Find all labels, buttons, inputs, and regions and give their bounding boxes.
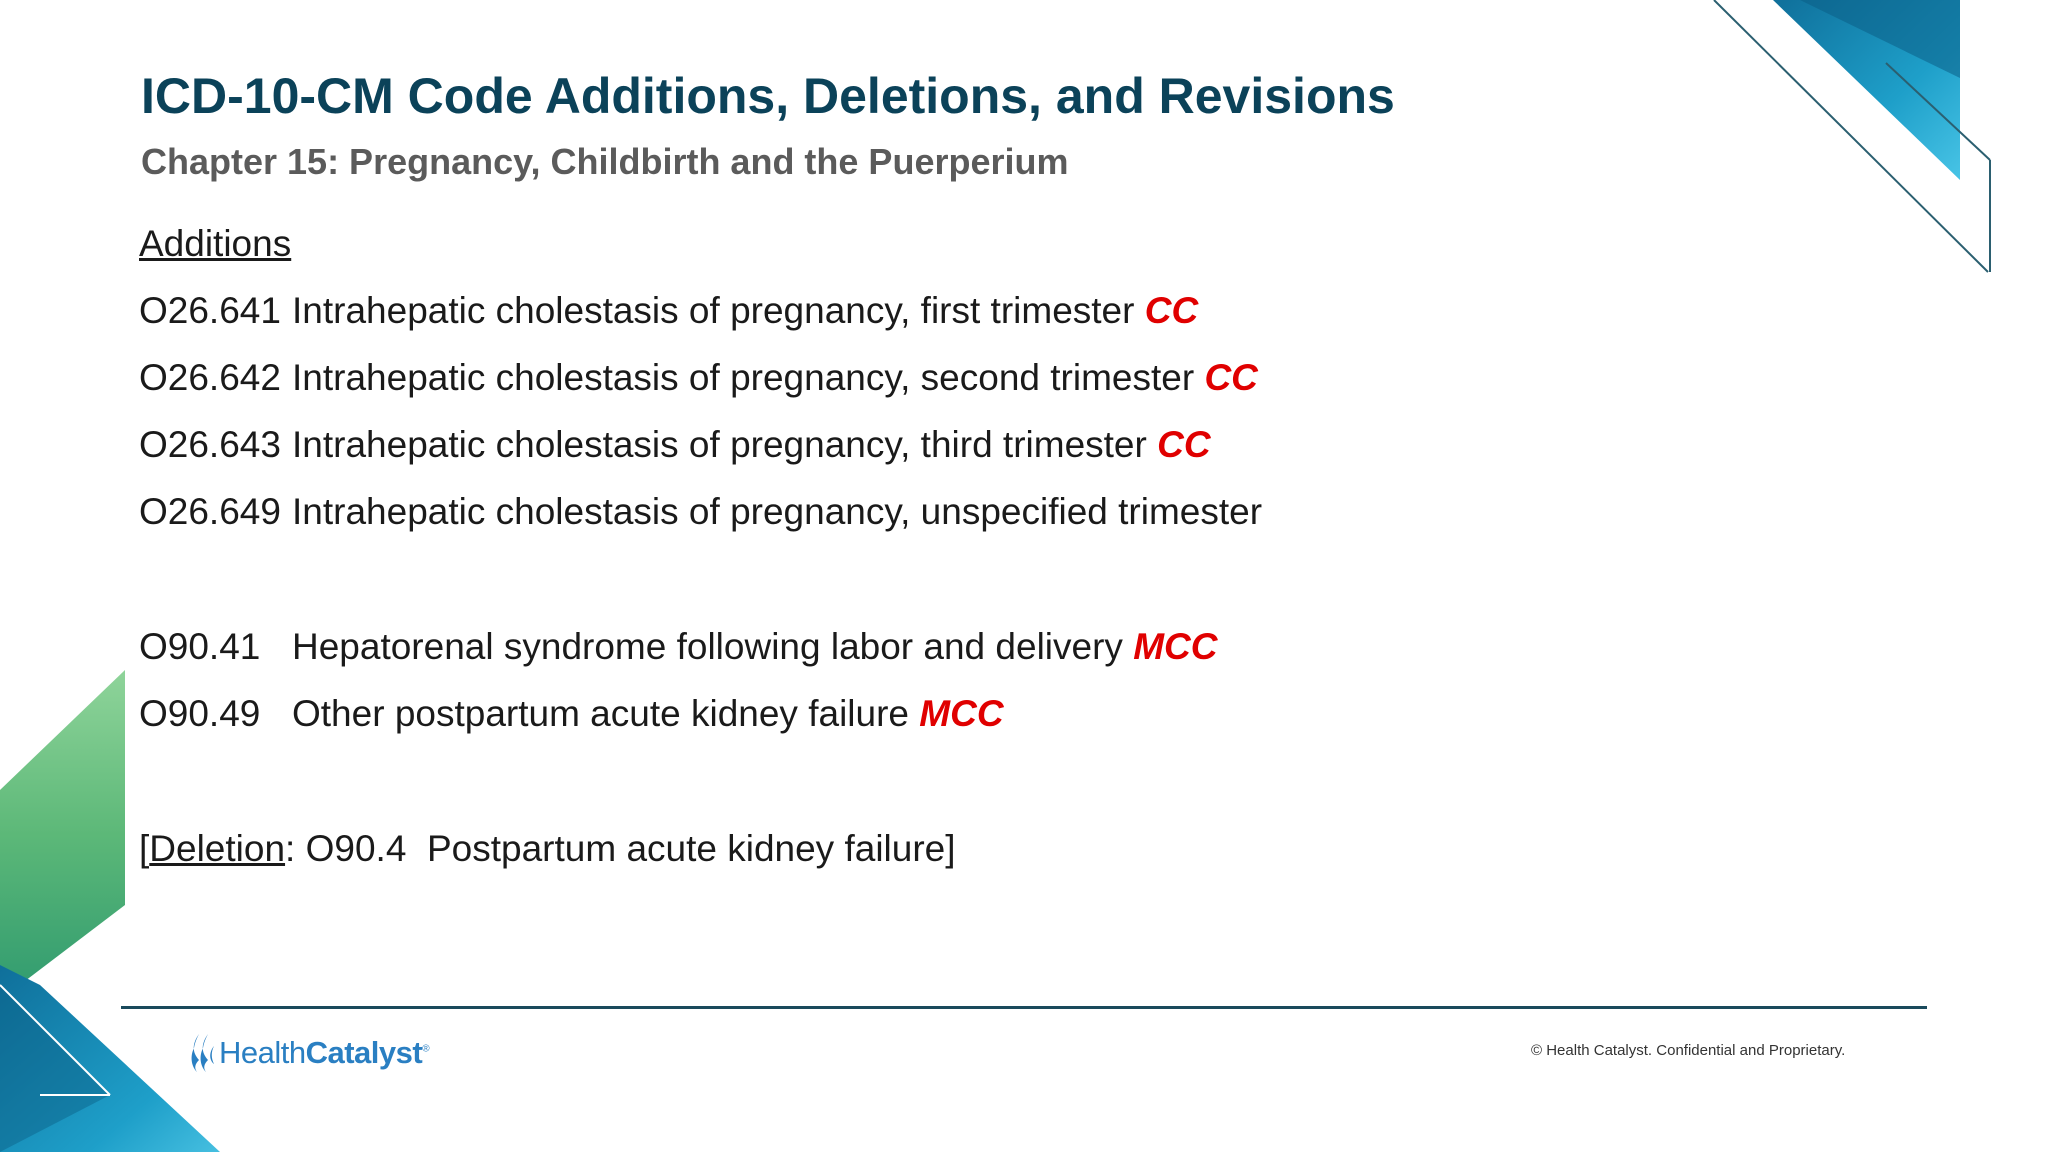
open-bracket: [ xyxy=(139,828,150,869)
code-number: O90.41 xyxy=(139,626,261,667)
deletion-description: Postpartum acute kidney failure xyxy=(426,828,946,869)
deletion-separator: : xyxy=(285,828,296,869)
mcc-flag: MCC xyxy=(919,693,1004,734)
code-line xyxy=(139,287,1198,335)
code-description: Intrahepatic cholestasis of pregnancy, first trimester xyxy=(292,290,1135,331)
logo-text-health: Health xyxy=(219,1035,306,1070)
cc-flag: CC xyxy=(1144,290,1199,331)
additions-heading-line xyxy=(139,220,291,268)
slide-subtitle: Chapter 15: Pregnancy, Childbirth and the Puerperium xyxy=(141,141,1069,182)
top-right-decoration xyxy=(1714,0,1990,272)
deletion-label: Deletion xyxy=(149,828,286,869)
code-description: Other postpartum acute kidney failure xyxy=(292,693,909,734)
deletion-code: O90.4 xyxy=(305,828,407,869)
code-number: O26.643 xyxy=(139,424,281,465)
bottom-left-decoration xyxy=(0,670,220,1152)
code-number: O90.49 xyxy=(139,693,261,734)
close-bracket: ] xyxy=(945,828,956,869)
code-description: Intrahepatic cholestasis of pregnancy, third trimester xyxy=(292,424,1147,465)
slide-title: ICD-10-CM Code Additions, Deletions, and Revisions xyxy=(141,68,1395,124)
code-description: Hepatorenal syndrome following labor and delivery xyxy=(292,626,1123,667)
code-line xyxy=(139,421,1211,469)
cc-flag: CC xyxy=(1204,357,1258,398)
code-description: Intrahepatic cholestasis of pregnancy, second trimester xyxy=(292,357,1195,398)
code-description: Intrahepatic cholestasis of pregnancy, unspecified trimester xyxy=(292,491,1263,532)
copyright-notice: © Health Catalyst. Confidential and Proprietary. xyxy=(1531,1042,1846,1059)
logo-wordmark xyxy=(219,1035,429,1071)
code-line xyxy=(139,623,1217,671)
code-line xyxy=(139,690,1004,738)
code-line xyxy=(139,488,1262,536)
cc-flag: CC xyxy=(1157,424,1211,465)
logo-trademark: ® xyxy=(422,1043,430,1055)
code-number: O26.649 xyxy=(139,491,281,532)
health-catalyst-flame-icon xyxy=(190,1032,216,1074)
footer-divider xyxy=(121,1006,1927,1009)
code-number: O26.641 xyxy=(139,290,281,331)
deletion-line xyxy=(139,825,956,873)
logo-text-catalyst: Catalyst xyxy=(305,1035,423,1070)
mcc-flag: MCC xyxy=(1133,626,1218,667)
code-number: O26.642 xyxy=(139,357,281,398)
code-line xyxy=(139,354,1258,402)
health-catalyst-logo xyxy=(190,1031,429,1075)
additions-heading: Additions xyxy=(139,223,292,264)
